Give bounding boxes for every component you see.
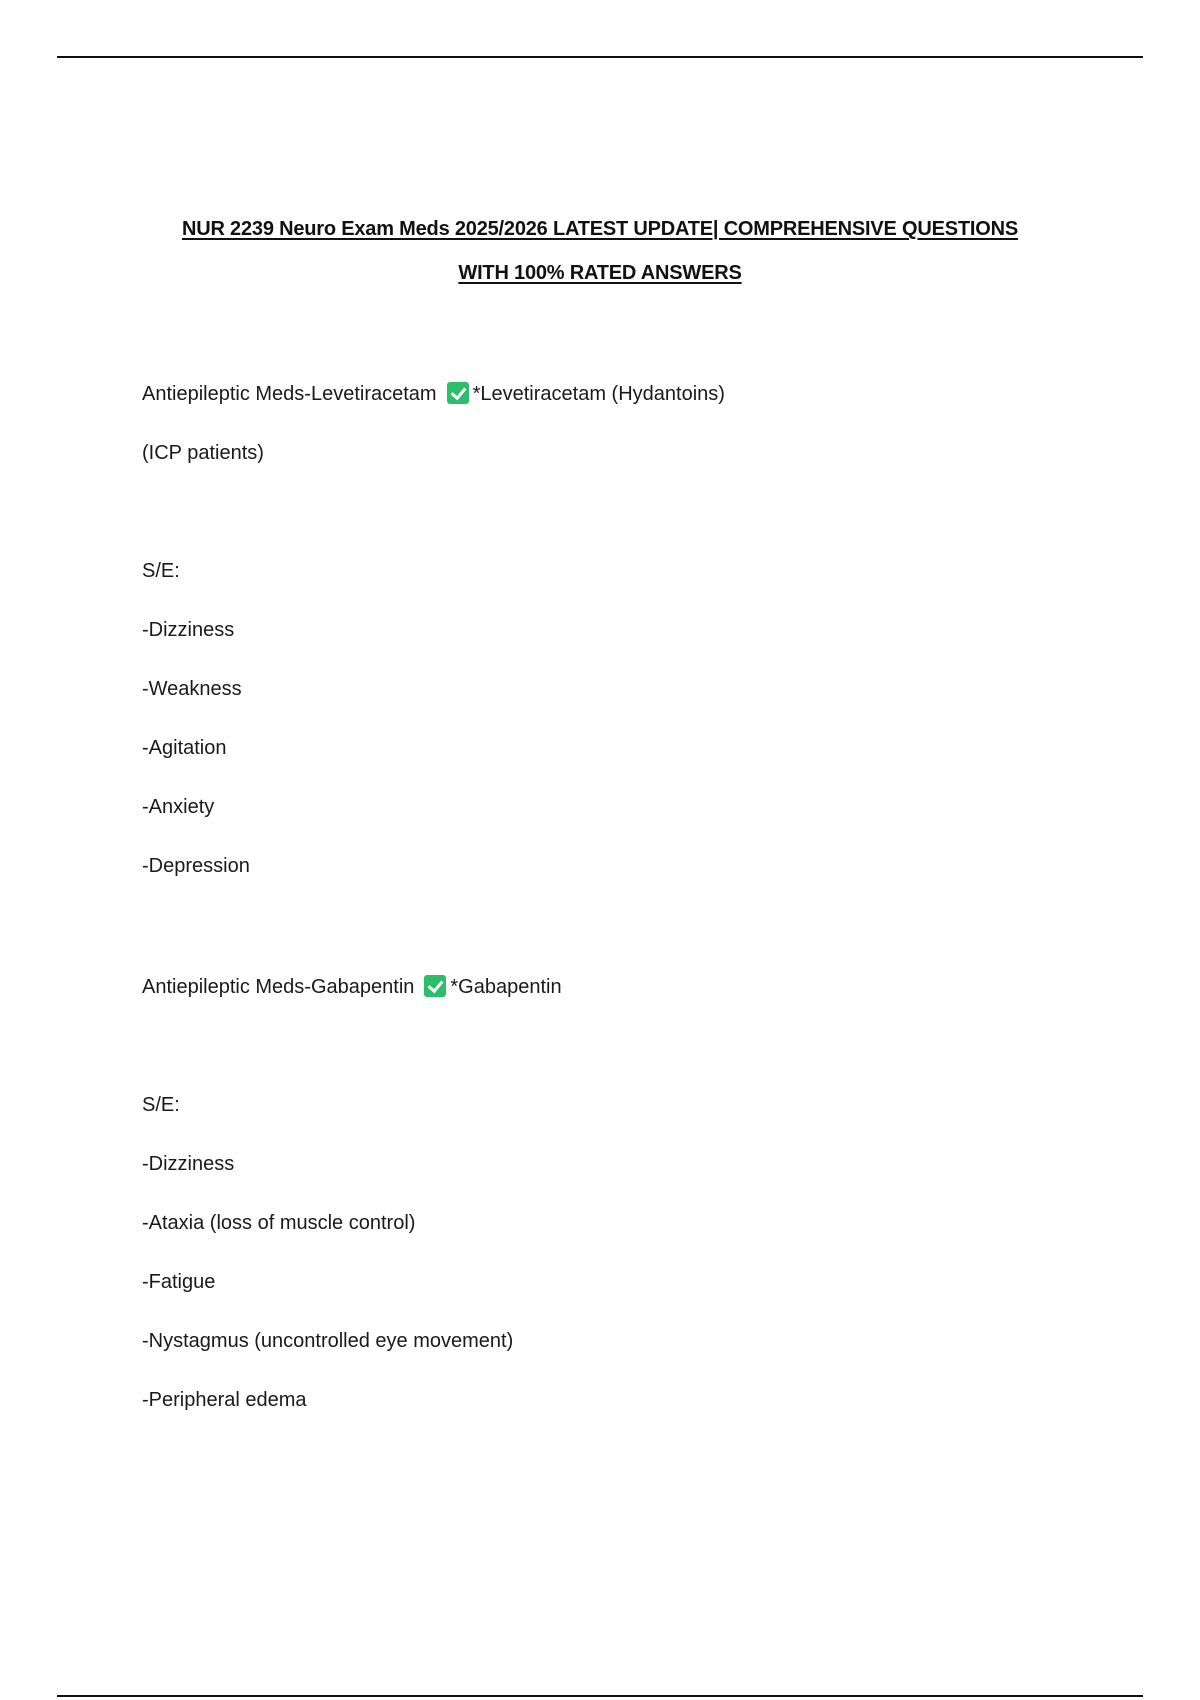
answer-note: (ICP patients) [142, 442, 264, 464]
side-effect-item: -Anxiety [142, 796, 215, 818]
side-effect-item: -Fatigue [142, 1271, 216, 1293]
header-rule [57, 56, 1143, 58]
document-title-line-2: WITH 100% RATED ANSWERS [458, 262, 742, 284]
qa-question-line [142, 382, 725, 406]
side-effect-item: -Ataxia (loss of muscle control) [142, 1212, 416, 1234]
question-text: Antiepileptic Meds-Gabapentin [142, 976, 415, 998]
side-effect-item: -Agitation [142, 737, 227, 759]
green-checkbox-icon [447, 382, 469, 404]
side-effect-item: -Dizziness [142, 1153, 235, 1175]
side-effect-item: -Nystagmus (uncontrolled eye movement) [142, 1330, 514, 1352]
side-effects-label: S/E: [142, 560, 180, 582]
side-effect-item: -Depression [142, 855, 250, 877]
question-text: Antiepileptic Meds-Levetiracetam [142, 383, 437, 405]
side-effect-item: -Dizziness [142, 619, 235, 641]
qa-question-line [142, 975, 562, 999]
green-checkbox-icon [424, 975, 446, 997]
side-effects-label: S/E: [142, 1094, 180, 1116]
side-effect-item: -Peripheral edema [142, 1389, 307, 1411]
side-effect-item: -Weakness [142, 678, 242, 700]
answer-text: *Gabapentin [450, 976, 562, 998]
document-title-line-1: NUR 2239 Neuro Exam Meds 2025/2026 LATEST UPDATE| COMPREHENSIVE QUESTIONS [181, 218, 1019, 240]
footer-rule [57, 1695, 1143, 1697]
answer-text: *Levetiracetam (Hydantoins) [472, 383, 725, 405]
